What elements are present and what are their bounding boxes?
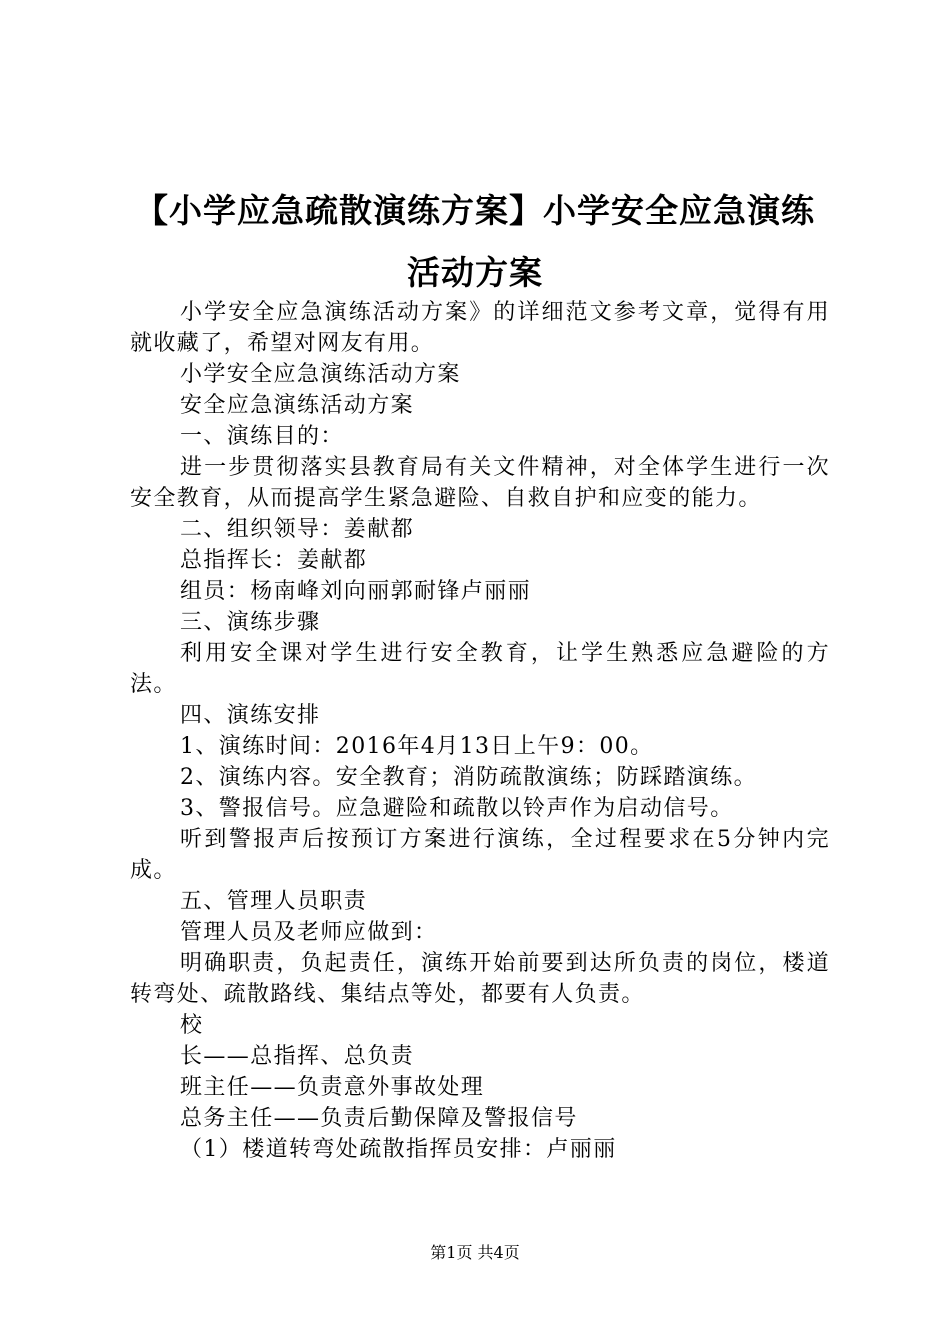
paragraph: （1）楼道转弯处疏散指挥员安排：卢丽丽 bbox=[180, 1137, 617, 1162]
paragraph: 利用安全课对学生进行安全教育，让学生熟悉应急避险的方法。 bbox=[130, 641, 830, 697]
paragraph: 组员：杨南峰刘向丽郭耐锋卢丽丽 bbox=[180, 579, 532, 604]
paragraph: 2、演练内容。安全教育；消防疏散演练；防踩踏演练。 bbox=[180, 765, 757, 790]
document-title: 【小学应急疏散演练方案】小学安全应急演练活动方案 bbox=[135, 191, 815, 292]
paragraph: 安全应急演练活动方案 bbox=[180, 393, 415, 418]
section-heading: 二、组织领导：姜献都 bbox=[180, 517, 415, 542]
section-heading: 四、演练安排 bbox=[180, 703, 321, 728]
paragraph: 班主任——负责意外事故处理 bbox=[180, 1075, 485, 1100]
paragraph: 明确职责，负起责任，演练开始前要到达所负责的岗位，楼道转弯处、疏散路线、集结点等处，都要有人负责。 bbox=[130, 951, 830, 1007]
paragraph: 小学安全应急演练活动方案》的详细范文参考文章，觉得有用就收藏了，希望对网友有用。 bbox=[130, 300, 830, 356]
section-heading: 一、演练目的： bbox=[180, 424, 344, 449]
paragraph: 管理人员及老师应做到： bbox=[180, 920, 438, 945]
page-footer: 第1页 共4页 bbox=[430, 1243, 520, 1262]
section-heading: 五、管理人员职责 bbox=[180, 889, 368, 914]
section-heading: 三、演练步骤 bbox=[180, 610, 321, 635]
paragraph: 小学安全应急演练活动方案 bbox=[180, 362, 461, 387]
paragraph: 进一步贯彻落实县教育局有关文件精神，对全体学生进行一次安全教育，从而提高学生紧急避险、自救自护和应变的能力。 bbox=[130, 455, 830, 511]
paragraph: 长——总指挥、总负责 bbox=[180, 1044, 415, 1069]
document-body bbox=[130, 297, 830, 1165]
paragraph: 校 bbox=[180, 1013, 204, 1038]
paragraph: 总指挥长：姜献都 bbox=[180, 548, 368, 573]
paragraph: 3、警报信号。应急避险和疏散以铃声作为启动信号。 bbox=[180, 796, 734, 821]
paragraph: 总务主任——负责后勤保障及警报信号 bbox=[180, 1106, 578, 1131]
paragraph: 听到警报声后按预订方案进行演练，全过程要求在5分钟内完成。 bbox=[130, 827, 830, 883]
paragraph: 1、演练时间：2016年4月13日上午9：00。 bbox=[180, 734, 654, 759]
